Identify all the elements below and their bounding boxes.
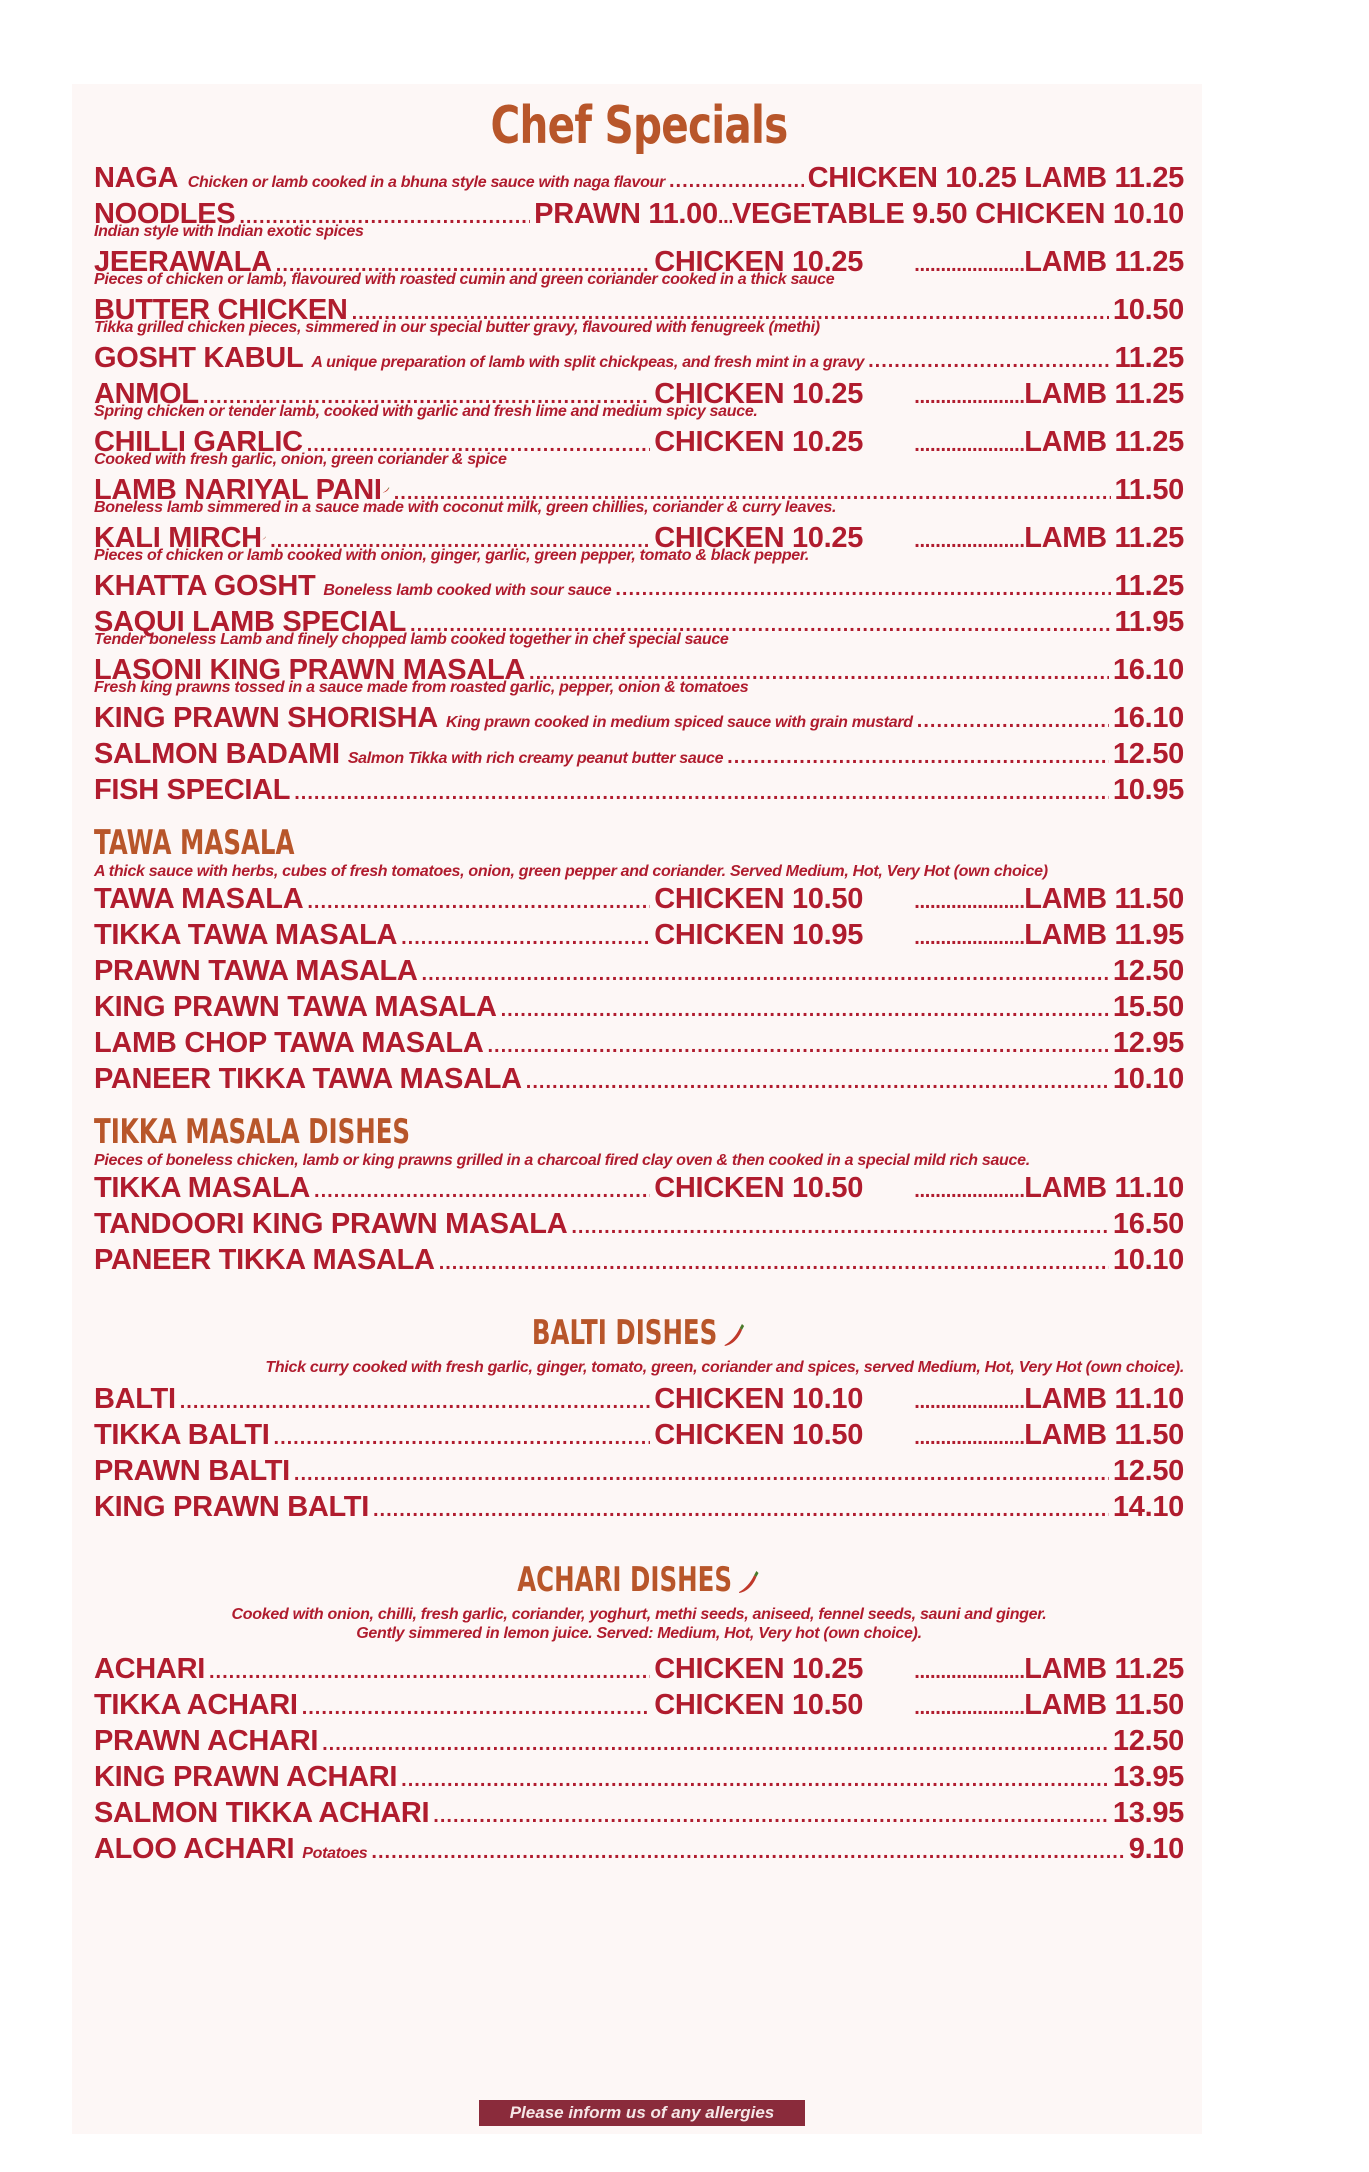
item-name: PRAWN TAWA MASALA xyxy=(94,955,418,987)
lamb-price: LAMB 11.50 xyxy=(1024,883,1184,915)
menu-item-row xyxy=(94,1489,1184,1525)
menu-content xyxy=(94,94,1184,1867)
item-name: SALMON BADAMI xyxy=(94,738,340,770)
section-description: Pieces of boneless chicken, lamb or king prawns grilled in a charcoal fired clay oven & then cooked in a special mild rich sauce. xyxy=(94,1152,1030,1169)
item-name: KING PRAWN BALTI xyxy=(94,1491,369,1523)
dot-leader xyxy=(914,1654,1024,1690)
dot-leader xyxy=(274,1420,651,1456)
item-price: 11.50 xyxy=(1114,474,1184,506)
menu-item-row xyxy=(94,1206,1184,1242)
menu-item-row xyxy=(94,1795,1184,1831)
menu-item-row xyxy=(94,1453,1184,1489)
item-description: Cooked with fresh garlic, onion, green coriander & spice xyxy=(94,451,507,468)
lamb-price: LAMB 11.25 xyxy=(1024,426,1184,458)
chili-icon xyxy=(178,169,180,187)
dot-leader xyxy=(433,1798,1109,1834)
menu-item-row xyxy=(94,1242,1184,1278)
menu-item-row xyxy=(94,568,1184,604)
item-name: KING PRAWN TAWA MASALA xyxy=(94,991,497,1023)
item-name: PANEER TIKKA MASALA xyxy=(94,1244,435,1276)
item-price: 16.10 xyxy=(1112,654,1184,686)
dot-leader xyxy=(371,1834,1124,1870)
item-inline-description: Salmon Tikka with rich creamy peanut butter sauce xyxy=(347,750,724,767)
item-price: 10.50 xyxy=(1112,294,1184,326)
item-name: PRAWN ACHARI xyxy=(94,1725,319,1757)
item-price: 16.50 xyxy=(1112,1208,1184,1240)
section-title-text: BALTI DISHES xyxy=(531,1313,718,1353)
item-description: Tender boneless Lamb and finely chopped lamb cooked together in chef special sauce xyxy=(94,631,729,648)
dot-leader xyxy=(302,1690,651,1726)
menu-item-row xyxy=(94,1723,1184,1759)
item-name: NAGA xyxy=(94,162,179,194)
item-price: VEGETABLE 9.50 CHICKEN 10.10 xyxy=(732,198,1184,230)
dot-leader xyxy=(501,992,1109,1028)
dot-leader xyxy=(868,343,1110,379)
item-prices xyxy=(654,1417,1184,1456)
dot-leader xyxy=(373,1492,1109,1528)
dot-leader xyxy=(294,1456,1109,1492)
menu-item-row xyxy=(94,1831,1184,1867)
lamb-price: LAMB 11.25 xyxy=(1024,522,1184,554)
item-name: KALI MIRCH xyxy=(94,522,262,554)
dot-leader xyxy=(727,739,1109,775)
dot-leader xyxy=(322,1726,1109,1762)
dot-leader xyxy=(914,920,1024,956)
chicken-price: CHICKEN 10.25 xyxy=(654,1653,864,1685)
lamb-price: LAMB 11.95 xyxy=(1024,919,1184,951)
item-prices xyxy=(654,881,1184,920)
item-description: Indian style with Indian exotic spices xyxy=(94,223,364,240)
dot-leader xyxy=(294,775,1109,811)
menu-item-row xyxy=(94,1759,1184,1795)
item-description: Pieces of chicken or lamb cooked with onion, ginger, garlic, green pepper, tomato & black pepper. xyxy=(94,547,810,564)
item-prices xyxy=(654,917,1184,956)
section-title-achari xyxy=(247,1561,1032,1599)
chicken-price: CHICKEN 10.25 xyxy=(654,246,864,278)
item-price: 10.10 xyxy=(1112,1244,1184,1276)
menu-item-row xyxy=(94,340,1184,376)
chicken-price: CHICKEN 10.10 xyxy=(654,1383,864,1415)
lamb-price: LAMB 11.10 xyxy=(1024,1172,1184,1204)
item-name: LAMB NARIYAL PANI xyxy=(94,474,382,506)
menu-item-row xyxy=(94,1061,1184,1097)
item-name: LAMB CHOP TAWA MASALA xyxy=(94,1027,484,1059)
item-price: PRAWN 11.00 xyxy=(534,198,718,230)
item-price: 15.50 xyxy=(1112,991,1184,1023)
menu-item-row xyxy=(94,700,1184,736)
item-price: 11.25 xyxy=(1114,570,1184,602)
item-name: FISH SPECIAL xyxy=(94,774,291,806)
dot-leader xyxy=(669,163,804,199)
menu-item-row xyxy=(94,917,1184,953)
item-name: BUTTER CHICKEN xyxy=(94,294,348,326)
item-price: 12.50 xyxy=(1112,1455,1184,1487)
menu-page xyxy=(72,84,1202,2134)
item-name: TIKKA ACHARI xyxy=(94,1689,298,1721)
section-title-tikka: TIKKA MASALA DISHES xyxy=(94,1112,411,1152)
lamb-price: LAMB 11.50 xyxy=(1024,1419,1184,1451)
lamb-price: LAMB 11.10 xyxy=(1024,1383,1184,1415)
menu-item-row xyxy=(94,953,1184,989)
item-name: KHATTA GOSHT xyxy=(94,570,316,602)
dot-leader xyxy=(914,1384,1024,1420)
item-prices xyxy=(654,1170,1184,1209)
menu-item-row xyxy=(94,1417,1184,1453)
item-description: Pieces of chicken or lamb, flavoured with roasted cumin and green coriander cooked in a thick sauce xyxy=(94,271,835,288)
dot-leader xyxy=(917,703,1109,739)
dot-leader xyxy=(401,920,650,956)
item-name: ANMOL xyxy=(94,378,199,410)
section-description: Gently simmered in lemon juice. Served: Medium, Hot, Very hot (own choice). xyxy=(356,1625,922,1642)
menu-item-row xyxy=(94,160,1184,196)
dot-leader xyxy=(314,1173,650,1209)
chicken-price: CHICKEN 10.25 xyxy=(654,522,864,554)
lamb-price: LAMB 11.25 xyxy=(1024,1653,1184,1685)
dot-leader xyxy=(487,1028,1108,1064)
section-description: Cooked with onion, chilli, fresh garlic, coriander, yoghurt, methi seeds, aniseed, fennel seeds, sauni and ginger. xyxy=(231,1606,1047,1623)
item-name: SALMON TIKKA ACHARI xyxy=(94,1797,430,1829)
menu-item-row xyxy=(94,1651,1184,1687)
dot-leader xyxy=(914,523,1024,559)
dot-leader xyxy=(422,956,1109,992)
chili-icon xyxy=(736,1569,760,1595)
item-name: KING PRAWN ACHARI xyxy=(94,1761,398,1793)
item-name: NOODLES xyxy=(94,198,236,230)
item-inline-description: Potatoes xyxy=(302,1845,368,1862)
item-name: TAWA MASALA xyxy=(94,883,304,915)
lamb-price: LAMB 11.50 xyxy=(1024,1689,1184,1721)
item-inline-description: Boneless lamb cooked with sour sauce xyxy=(323,582,612,599)
chicken-price: CHICKEN 10.50 xyxy=(654,1689,864,1721)
menu-item-row xyxy=(94,772,1184,808)
chili-icon xyxy=(722,1322,746,1348)
dot-leader xyxy=(718,199,732,235)
dot-leader xyxy=(914,247,1024,283)
item-name: CHILLI GARLIC xyxy=(94,426,303,458)
menu-item-row xyxy=(94,989,1184,1025)
chili-icon xyxy=(262,529,266,547)
chicken-price: CHICKEN 10.50 xyxy=(654,1172,864,1204)
item-name: GOSHT KABUL xyxy=(94,342,304,374)
item-description: Fresh king prawns tossed in a sauce made from roasted garlic, pepper, onion & tomatoes xyxy=(94,679,749,696)
item-price: 10.10 xyxy=(1112,1063,1184,1095)
dot-leader xyxy=(914,1173,1024,1209)
section-title-tawa: TAWA MASALA xyxy=(94,823,295,863)
item-prices xyxy=(654,1381,1184,1420)
dot-leader xyxy=(914,1420,1024,1456)
dot-leader xyxy=(914,427,1024,463)
item-name: TANDOORI KING PRAWN MASALA xyxy=(94,1208,568,1240)
item-name: KING PRAWN SHORISHA xyxy=(94,702,438,734)
item-price: 13.95 xyxy=(1112,1797,1184,1829)
item-price: CHICKEN 10.25 LAMB 11.25 xyxy=(807,162,1184,194)
chicken-price: CHICKEN 10.25 xyxy=(654,426,864,458)
dot-leader xyxy=(307,884,650,920)
dot-leader xyxy=(401,1762,1109,1798)
chicken-price: CHICKEN 10.25 xyxy=(654,378,864,410)
lamb-price: LAMB 11.25 xyxy=(1024,378,1184,410)
item-name: PANEER TIKKA TAWA MASALA xyxy=(94,1063,522,1095)
dot-leader xyxy=(180,1384,650,1420)
item-description: Tikka grilled chicken pieces, simmered in our special butter gravy, flavoured with fenugreek (methi) xyxy=(94,319,820,336)
item-inline-description: King prawn cooked in medium spiced sauce with grain mustard xyxy=(445,714,913,731)
item-name: ACHARI xyxy=(94,1653,205,1685)
section-title-text: ACHARI DISHES xyxy=(517,1560,732,1600)
item-price: 10.95 xyxy=(1112,774,1184,806)
item-name: TIKKA TAWA MASALA xyxy=(94,919,398,951)
section-title-balti xyxy=(247,1314,1032,1352)
item-prices xyxy=(654,424,1184,463)
menu-item-row xyxy=(94,736,1184,772)
page-title: Chef Specials xyxy=(490,96,788,156)
item-name: PRAWN BALTI xyxy=(94,1455,290,1487)
dot-leader xyxy=(615,571,1110,607)
item-description: Boneless lamb simmered in a sauce made with coconut milk, green chillies, coriander & curry leaves. xyxy=(94,499,837,516)
item-name: TIKKA MASALA xyxy=(94,1172,311,1204)
item-name: JEERAWALA xyxy=(94,246,272,278)
item-name: TIKKA BALTI xyxy=(94,1419,270,1451)
lamb-price: LAMB 11.25 xyxy=(1024,246,1184,278)
chicken-price: CHICKEN 10.50 xyxy=(654,883,864,915)
dot-leader xyxy=(914,379,1024,415)
menu-item-row xyxy=(94,881,1184,917)
menu-item-row xyxy=(94,1381,1184,1417)
section-description: A thick sauce with herbs, cubes of fresh tomatoes, onion, green pepper and coriander. Served Medium, Hot, Very Hot (own choice) xyxy=(94,863,1048,880)
dot-leader xyxy=(209,1654,650,1690)
item-price: 9.10 xyxy=(1128,1833,1184,1865)
item-name: LASONI KING PRAWN MASALA xyxy=(94,654,526,686)
chicken-price: CHICKEN 10.95 xyxy=(654,919,864,951)
item-description: Spring chicken or tender lamb, cooked with garlic and fresh lime and medium spicy sauce. xyxy=(94,403,758,420)
item-name: BALTI xyxy=(94,1383,176,1415)
item-inline-description: A unique preparation of lamb with split chickpeas, and fresh mint in a gravy xyxy=(311,354,865,371)
item-prices xyxy=(654,1687,1184,1726)
item-price: 12.50 xyxy=(1112,1725,1184,1757)
dot-leader xyxy=(914,884,1024,920)
dot-leader xyxy=(526,1064,1109,1100)
item-name: ALOO ACHARI xyxy=(94,1833,295,1865)
chicken-price: CHICKEN 10.50 xyxy=(654,1419,864,1451)
item-price: 11.95 xyxy=(1114,606,1184,638)
item-prices xyxy=(654,1651,1184,1690)
dot-leader xyxy=(571,1209,1109,1245)
item-price: 12.50 xyxy=(1112,738,1184,770)
item-price: 11.25 xyxy=(1114,342,1184,374)
dot-leader xyxy=(914,1690,1024,1726)
menu-item-row xyxy=(94,1687,1184,1723)
item-price: 13.95 xyxy=(1112,1761,1184,1793)
section-description: Thick curry cooked with fresh garlic, ginger, tomato, green, coriander and spices, served Medium, Hot, Very Hot (own choice). xyxy=(265,1359,1184,1376)
menu-item-row xyxy=(94,1025,1184,1061)
item-price: 16.10 xyxy=(1112,702,1184,734)
item-price: 12.50 xyxy=(1112,955,1184,987)
item-price: 14.10 xyxy=(1112,1491,1184,1523)
chili-icon xyxy=(382,481,390,499)
menu-item-row xyxy=(94,1170,1184,1206)
allergy-notice: Please inform us of any allergies xyxy=(479,2100,805,2126)
item-price: 12.95 xyxy=(1112,1027,1184,1059)
item-inline-description: Chicken or lamb cooked in a bhuna style sauce with naga flavour xyxy=(187,174,665,191)
item-name: SAQUI LAMB SPECIAL xyxy=(94,606,407,638)
dot-leader xyxy=(439,1245,1109,1281)
